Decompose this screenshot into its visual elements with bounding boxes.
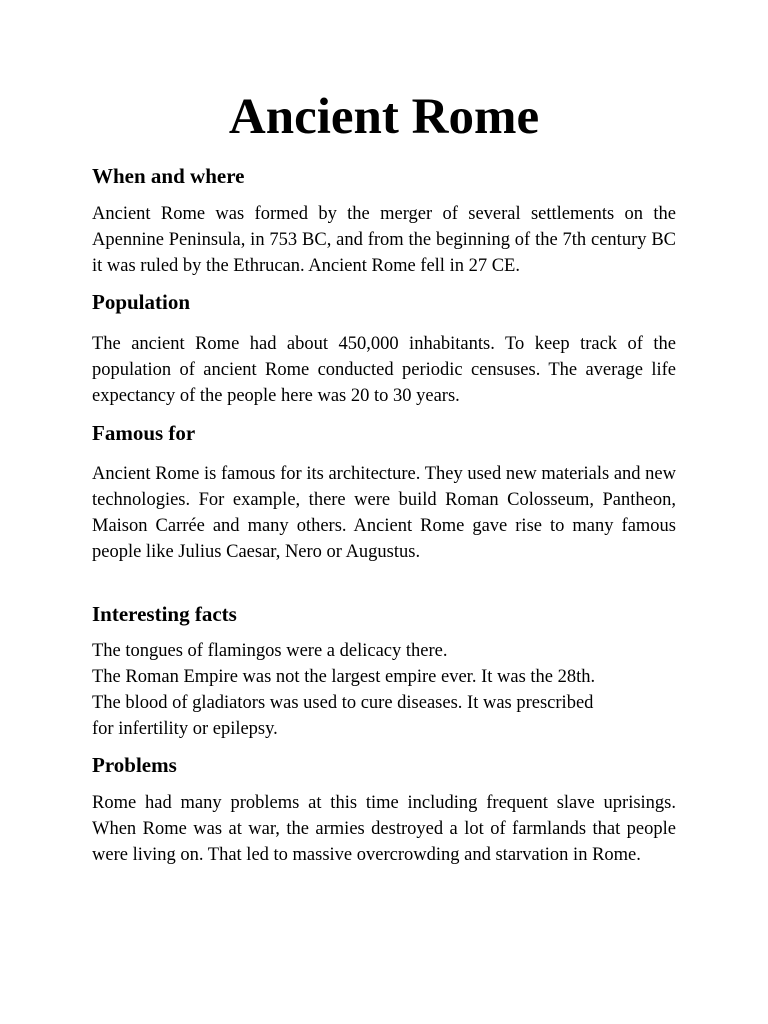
fact-line: for infertility or epilepsy.	[92, 719, 278, 739]
section-paragraph-problems: Rome had many problems at this time including frequent slave uprisings. When Rome was at war, the armies destroyed a lot of farmlands that people were living on. That led to massive overcrowding and starvation in Rome.	[92, 793, 676, 865]
fact-line: The tongues of flamingos were a delicacy there.	[92, 641, 448, 661]
section-paragraph-famous-for: Ancient Rome is famous for its architecture. They used new materials and new technologies. For example, there were build Roman Colosseum, Pantheon, Maison Carrée and many others. Ancient Rome gave rise to many famous people like Julius Caesar, Nero or Augustus.	[92, 464, 676, 562]
section-heading-interesting-facts: Interesting facts	[92, 602, 237, 626]
section-paragraph-population: The ancient Rome had about 450,000 inhabitants. To keep track of the population of ancient Rome conducted periodic censuses. The average life expectancy of the people here was 20 to 30 years.	[92, 334, 676, 406]
section-heading-population: Population	[92, 290, 191, 314]
document-title: Ancient Rome	[228, 89, 540, 145]
fact-line: The blood of gladiators was used to cure diseases. It was prescribed	[92, 693, 594, 713]
section-lines-interesting-facts	[92, 638, 676, 742]
fact-line: The Roman Empire was not the largest empire ever. It was the 28th.	[92, 667, 596, 687]
section-heading-famous-for: Famous for	[92, 421, 196, 445]
section-paragraph-when-and-where: Ancient Rome was formed by the merger of several settlements on the Apennine Peninsula, in 753 BC, and from the beginning of the 7th century BC it was ruled by the Ethrucan. Ancient Rome fell in 27 CE.	[92, 204, 676, 276]
section-heading-problems: Problems	[92, 753, 177, 777]
section-heading-when-and-where: When and where	[92, 164, 245, 188]
